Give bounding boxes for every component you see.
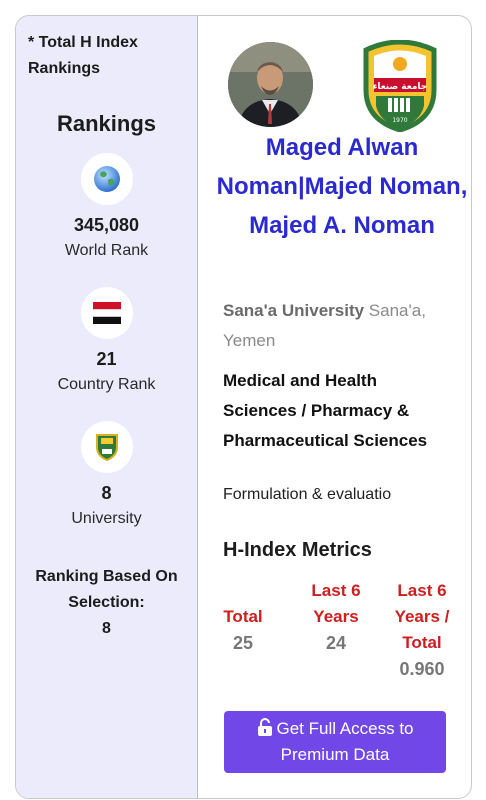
university-rank-label: University bbox=[71, 510, 142, 527]
university-name[interactable]: Sana'a University bbox=[223, 301, 365, 320]
metric-last6 bbox=[310, 578, 362, 656]
country-rank-label: Country Rank bbox=[57, 376, 156, 393]
lock-icon bbox=[257, 718, 273, 736]
globe-icon bbox=[81, 153, 133, 205]
university-logo-text: جامعة صنعاء bbox=[372, 82, 428, 92]
metric-total bbox=[218, 604, 268, 656]
university-logo bbox=[360, 40, 440, 132]
ranking-basis bbox=[16, 564, 197, 642]
university-rank bbox=[16, 421, 197, 528]
university-rank-value: 8 bbox=[101, 483, 112, 503]
world-rank-label: World Rank bbox=[64, 242, 149, 259]
profile-card bbox=[15, 15, 472, 799]
researcher-name[interactable]: Maged Alwan Noman|Majed Noman, Majed A. Noman bbox=[216, 134, 468, 239]
avatar bbox=[228, 42, 313, 127]
ranking-basis-label: Ranking Based On Selection: bbox=[35, 568, 178, 611]
premium-access-label: Get Full Access to Premium Data bbox=[276, 719, 414, 764]
profile-panel bbox=[198, 16, 471, 798]
metric-ratio-value: 0.960 bbox=[399, 659, 445, 679]
yemen-flag-icon bbox=[81, 287, 133, 339]
country-rank bbox=[16, 287, 197, 394]
country-rank-value: 21 bbox=[96, 349, 117, 369]
research-subfield: Formulation & evaluatio bbox=[223, 486, 392, 503]
metric-total-header: Total bbox=[223, 607, 263, 626]
metric-ratio-header: Last 6 Years / Total bbox=[394, 581, 450, 652]
rankings-title: Rankings bbox=[56, 111, 157, 136]
university-crest-icon bbox=[81, 421, 133, 473]
metric-last6-value: 24 bbox=[325, 633, 347, 653]
premium-access-button[interactable] bbox=[224, 711, 446, 773]
university-location: Sana'a, Yemen bbox=[223, 301, 426, 350]
world-rank-value: 345,080 bbox=[73, 215, 140, 235]
research-field: Medical and Health Sciences / Pharmacy & Pharmaceutical Sciences bbox=[223, 371, 428, 450]
metric-ratio bbox=[386, 578, 458, 682]
university-logo-year: 1970 bbox=[392, 117, 408, 124]
world-rank bbox=[16, 153, 197, 260]
h-index-metrics-title: H-Index Metrics bbox=[223, 539, 372, 561]
rankings-sidebar bbox=[16, 16, 198, 798]
university-info bbox=[223, 296, 463, 356]
ranking-basis-value: 8 bbox=[102, 620, 111, 637]
rankings-note: * Total H Index Rankings bbox=[28, 34, 138, 77]
metric-last6-header: Last 6 Years bbox=[311, 581, 361, 626]
metric-total-value: 25 bbox=[232, 633, 254, 653]
